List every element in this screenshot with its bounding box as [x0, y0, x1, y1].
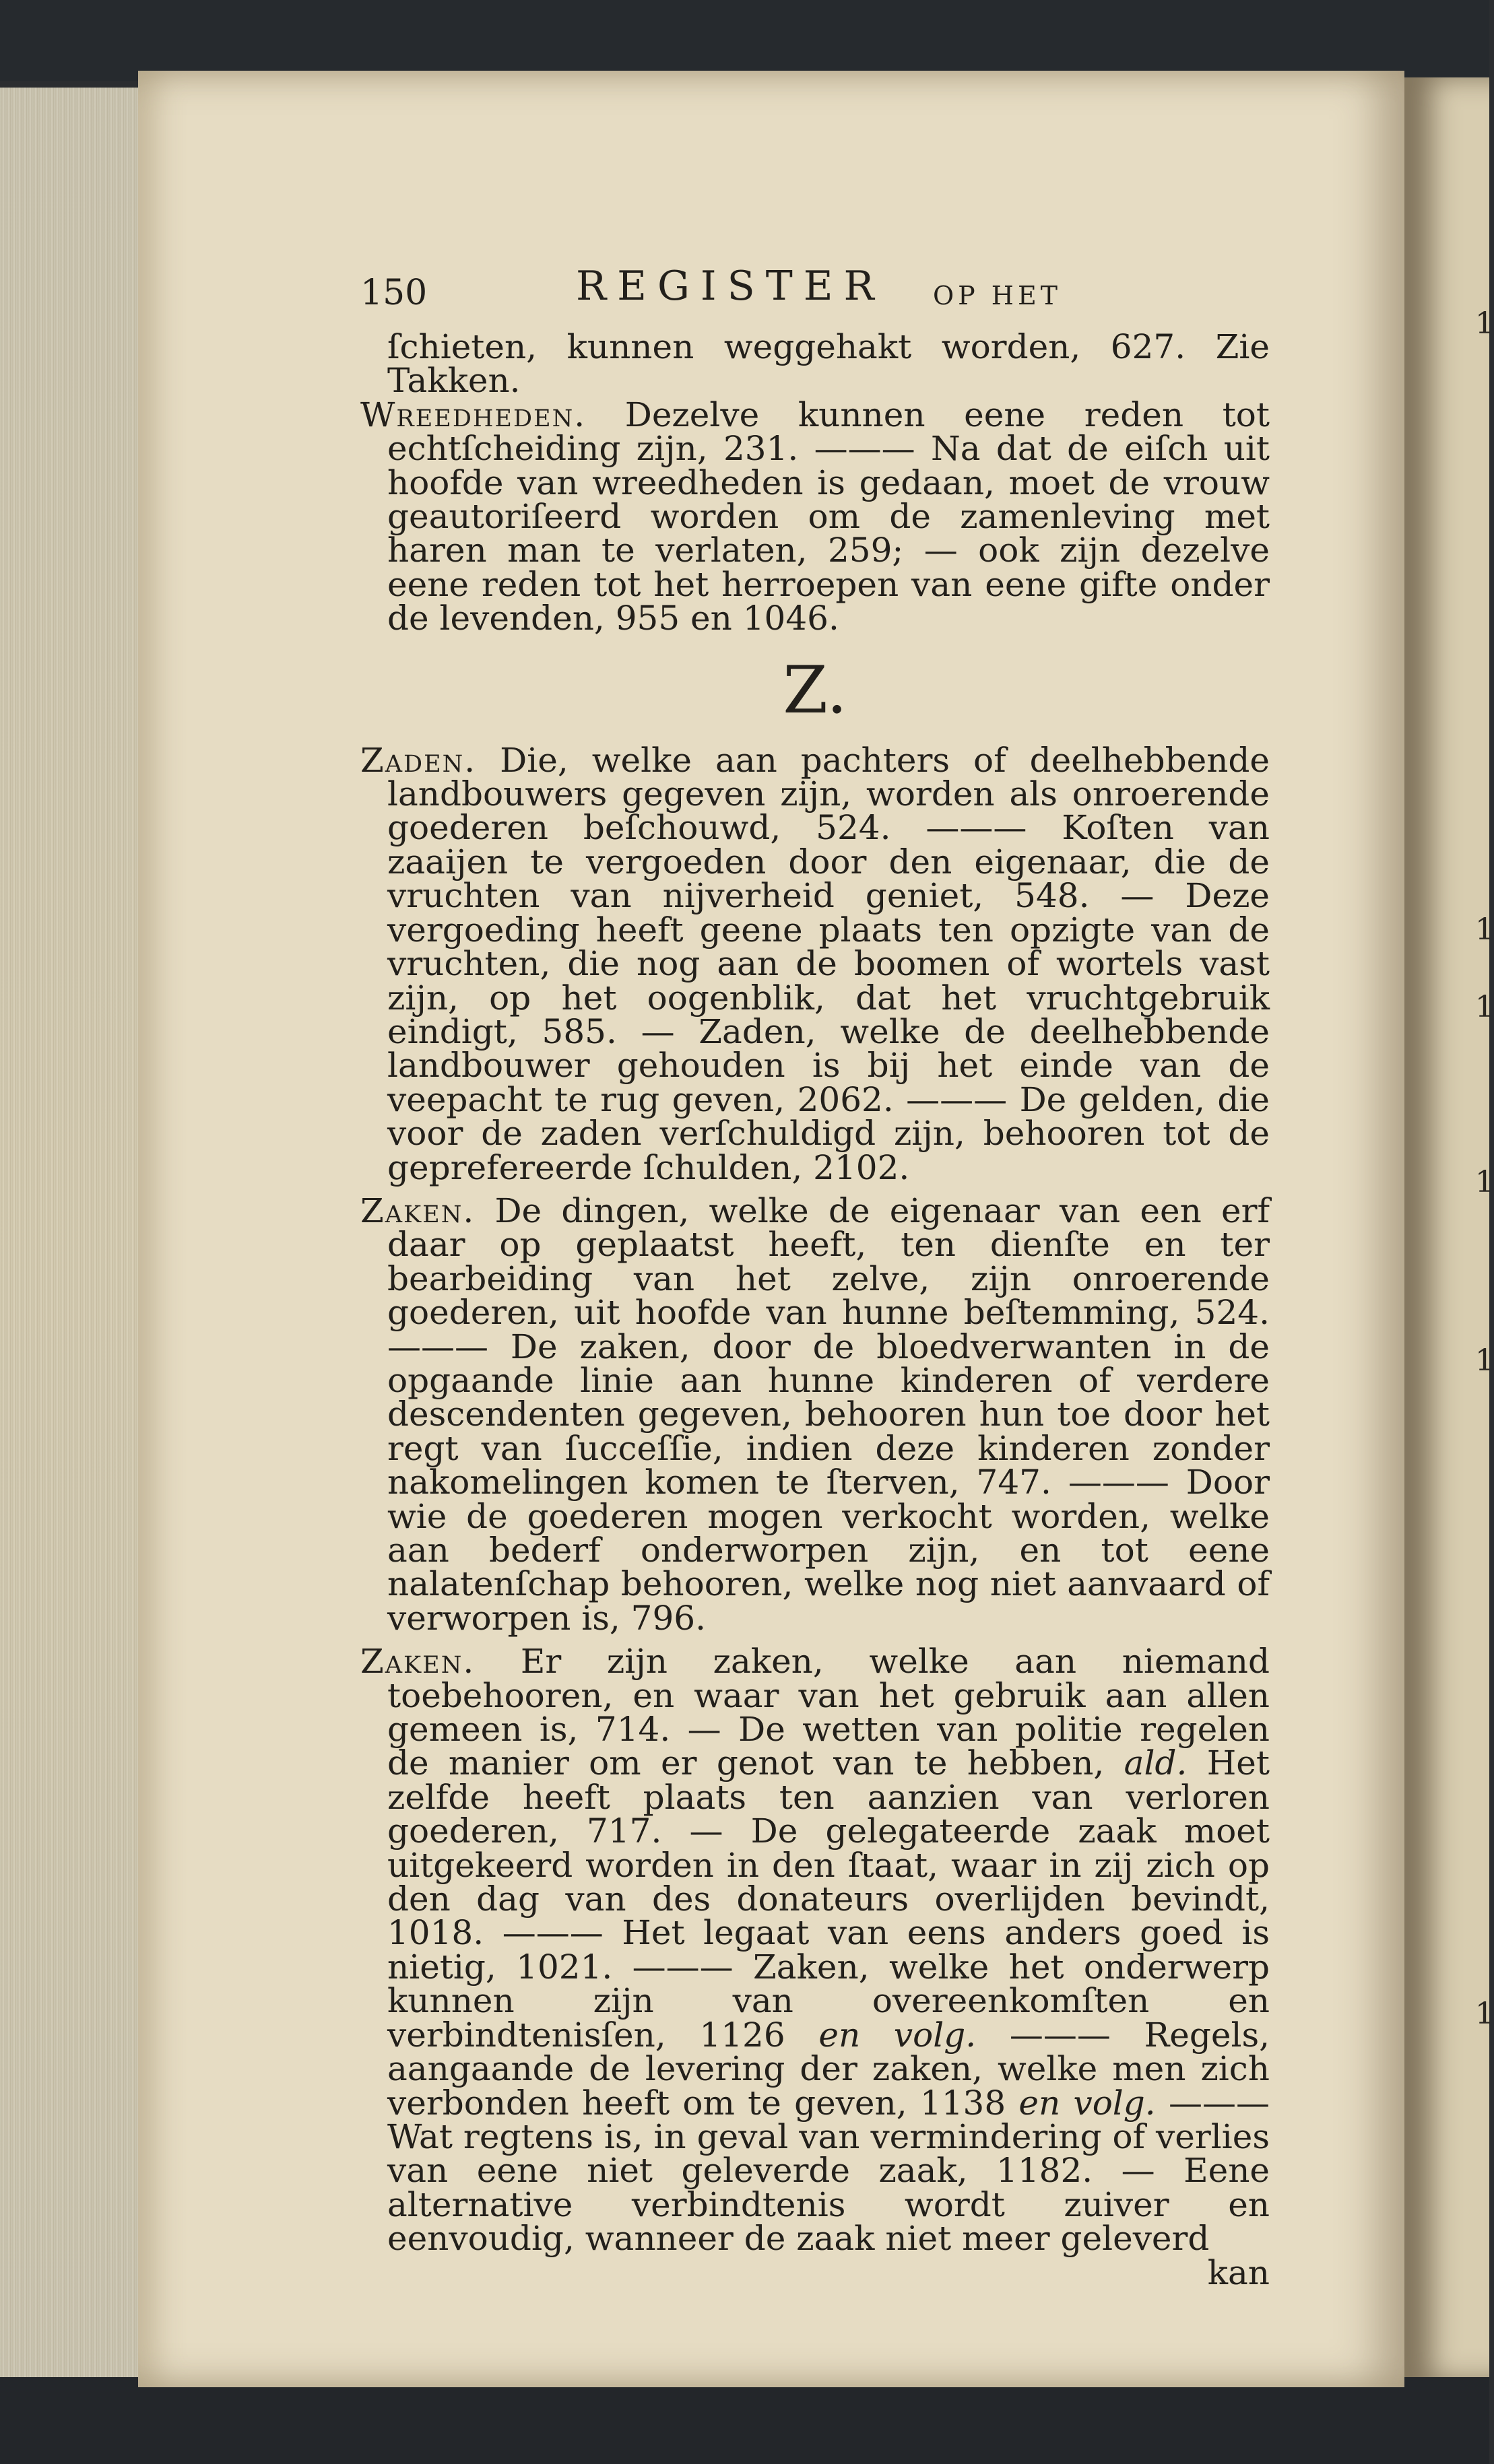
background-top	[0, 0, 1489, 81]
entry-reference-ald: ald.	[1124, 1743, 1188, 1783]
index-entry	[360, 1191, 1270, 1638]
entry-text: Er zijn zaken, welke aan niemand toebehooren, en waar van het gebruik aan allen gemeen is, 714. — De wetten van politie regelen de manier om er genot van te hebben,	[387, 1642, 1270, 1783]
entry-term: Zaken.	[360, 1191, 476, 1230]
page-text-block	[360, 263, 1270, 2292]
catchword: kan	[1207, 2253, 1270, 2292]
page-number: 150	[360, 273, 428, 313]
entry-text: Dezelve kunnen eene reden tot echtſcheiding zijn, 231. ——— Na dat de eiſch uit hoofde van wreedheden is gedaan, moet de vrouw geautoriſeerd worden om de zamenleving met haren man te verlaten, 259; — ook zijn dezelve eene reden tot het herroepen van eene gifte onder de levenden, 955 en 1046.	[387, 395, 1270, 638]
section-letter: Z.	[783, 652, 847, 728]
index-entry	[360, 395, 1270, 638]
continuation-text: ſchieten, kunnen weggehakt worden, 627. Zie Takken.	[387, 327, 1270, 401]
background-bottom	[0, 2377, 1489, 2464]
running-head-title: REGISTER	[576, 263, 885, 310]
entry-term: Zaken.	[360, 1642, 476, 1681]
facing-page	[1404, 77, 1494, 2380]
facing-page-fragment: 1	[1475, 1997, 1494, 2031]
entry-text: Het zelfde heeft plaats ten aanzien van verloren goederen, 717. — De gelegateerde zaak moet uitgekeerd worden in den ſtaat, waar in zij zich op den dag van des donateurs overlijden bevindt, 1018. ——— Het legaat van eens anders goed is nietig, 1021. ——— Zaken, welke het onderwerp kunnen zijn van overeenkomſten en verbindtenisſen, 1126	[387, 1743, 1270, 2055]
running-head-subtitle: OP HET	[933, 281, 1062, 310]
entry-reference-en-volg: en volg.	[1018, 2083, 1156, 2123]
index-entry	[360, 740, 1270, 1187]
entry-text: De dingen, welke de eigenaar van een erf daar op geplaatst heeft, ten dienſte en ter bearbeiding van het zelve, zijn onroerende goederen, uit hoofde van hunne beſtemming, 524. ——— De zaken, door de bloedverwanten in de opgaande linie aan hunne kinderen of verdere descendenten gegeven, behooren hun toe door het regt van ſucceſſie, indien deze kinderen zonder nakomelingen komen te ſterven, 747. ——— Door wie de goederen mogen verkocht worden, welke aan bederf onderworpen zijn, en tot eene nalatenſchap behooren, welke nog niet aanvaard of verworpen is, 796.	[387, 1191, 1270, 1638]
book-page-edges	[0, 88, 145, 2377]
entry-text: ——— Wat regtens is, in geval van vermindering of verlies van eene niet geleverde zaak, 1182. — Eene alternative verbindtenis wordt zuiver en eenvoudig, wanneer de zaak niet meer geleverd	[387, 2083, 1270, 2259]
index-entry	[360, 1642, 1270, 2259]
facing-page-fragment: 1	[1475, 912, 1494, 947]
entry-term: Wreedheden.	[360, 395, 587, 434]
entry-text: Die, welke aan pachters of deelhebbende landbouwers gegeven zijn, worden als onroerende goederen beſchouwd, 524. ——— Koſten van zaaijen te vergoeden door den eigenaar, die de vruchten van nijverheid geniet, 548. — Deze vergoeding heeft geene plaats ten opzigte van de vruchten, die nog aan de boomen of wortels vast zijn, op het oogenblik, dat het vruchtgebruik eindigt, 585. — Zaden, welke de deelhebbende landbouwer gehouden is bij het einde van de veepacht te rug geven, 2062. ——— De gelden, die voor de zaden verſchuldigd zijn, behooren tot de geprefereerde ſchulden, 2102.	[387, 740, 1270, 1187]
facing-page-fragment: 1	[1475, 1343, 1494, 1378]
facing-page-fragment: 1	[1475, 306, 1494, 341]
facing-page-fragment: 1	[1475, 1165, 1494, 1199]
entry-term: Zaden.	[360, 740, 477, 780]
entry-reference-en-volg: en volg.	[818, 2015, 977, 2055]
running-head	[360, 263, 1270, 330]
entry-text: ——— Regels, aangaande de levering der zaken, welke men zich verbonden heeft om te geven, 1138	[387, 2015, 1270, 2123]
facing-page-fragment: 1	[1475, 990, 1494, 1024]
